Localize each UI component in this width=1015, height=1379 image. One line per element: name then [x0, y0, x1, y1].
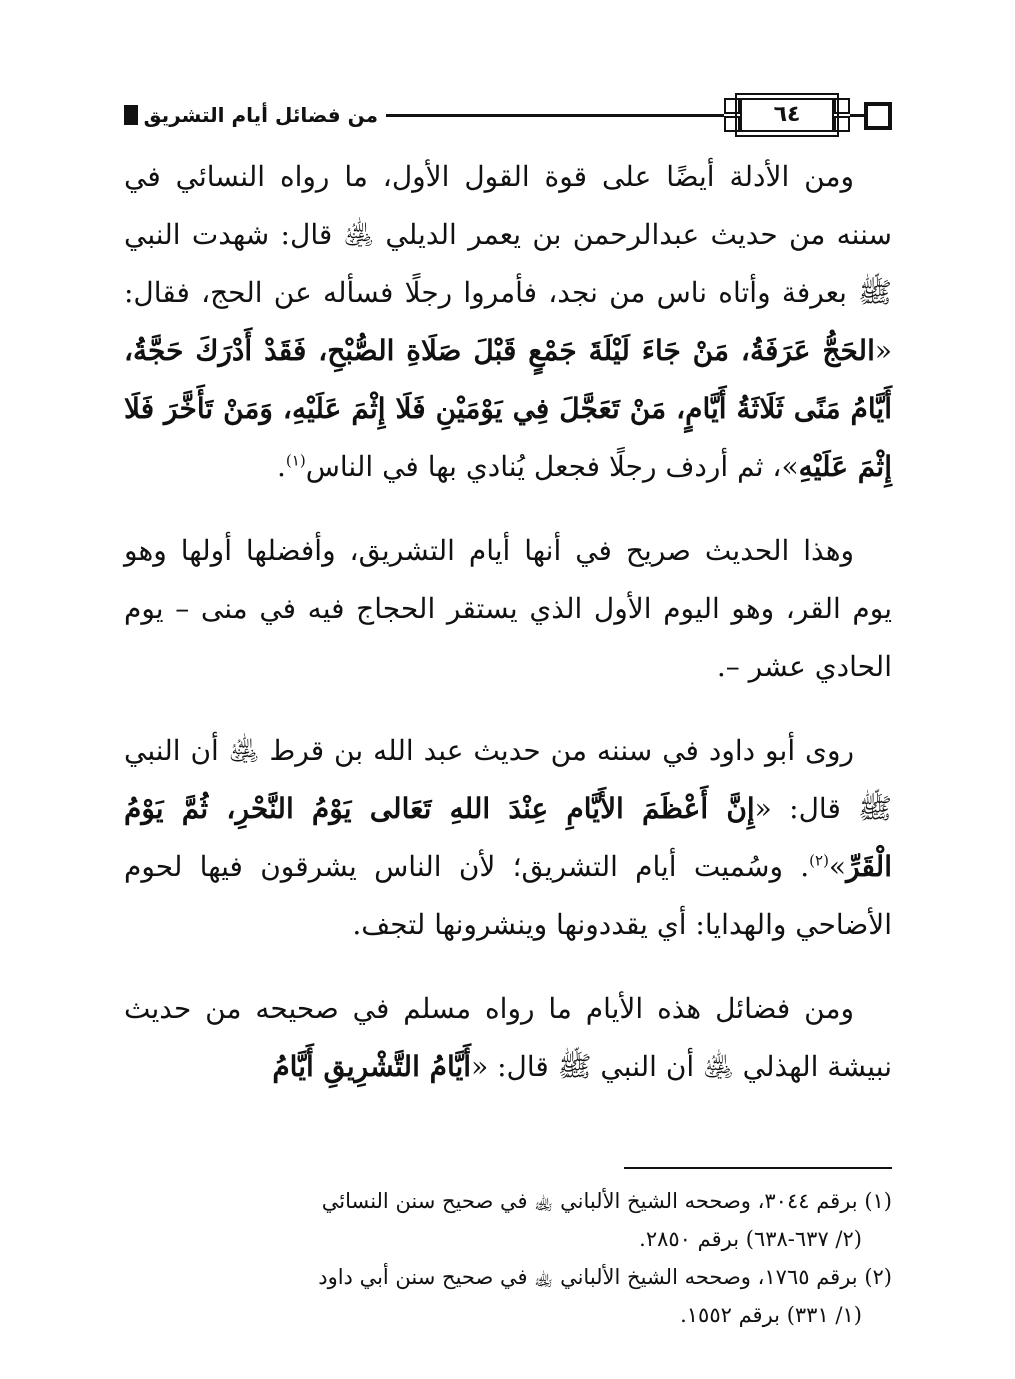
hadith-text: الحَجُّ عَرَفَةُ، مَنْ جَاءَ لَيْلَةَ جَمْعٍ قَبْلَ صَلَاةِ الصُّبْحِ، فَقَدْ أَدْرَكَ حَجَّةُ، أَيَّامُ مَنًى ثَلَاثَةُ أَيَّامٍ، مَنْ تَعَجَّلَ فِي يَوْمَيْنِ فَلَا إِثْمَ عَلَيْهِ، وَمَنْ تَأَخَّرَ فَلَا إِثْمَ عَلَيْهِ	[124, 334, 892, 483]
text-run: . وسُميت أيام التشريق؛ لأن الناس يشرقون فيها لحوم الأضاحي والهدايا: أي يقددونها وينشرونها لتجف.	[124, 850, 892, 941]
text-run: وهذا الحديث صريح في أنها أيام التشريق، وأفضلها أولها وهو يوم القر، وهو اليوم الأول الذي يستقر الحجاج فيه في منى – يوم الحادي عشر –.	[124, 534, 892, 683]
text-run: ومن الأدلة أيضًا على قوة القول الأول، ما رواه النسائي في سننه من حديث عبدالرحمن بن يعمر الديلي ﵁ قال: شهدت النبي ﷺ بعرفة وأتاه ناس من نجد، فأمروا رجلًا فسأله عن الحج، فقال: «	[124, 160, 892, 367]
text-run: »، ثم أردف رجلًا فجعل يُنادي بها في الناس	[305, 450, 799, 483]
footnote-line: (٢/ ٦٣٧-٦٣٨) برقم ٢٨٥٠.	[639, 1227, 862, 1251]
paragraph	[124, 148, 892, 496]
body-text	[124, 148, 892, 1096]
paragraph	[124, 722, 892, 954]
frame-corner	[834, 116, 850, 132]
text-run: روى أبو داود في سننه من حديث عبد الله بن قرط ﵁ أن النبي ﷺ قال: «	[124, 734, 892, 825]
frame-corner	[724, 116, 740, 132]
text-run: »	[828, 850, 847, 883]
header-right-square	[864, 102, 892, 130]
header-rule-right	[850, 114, 864, 117]
text-run: .	[277, 450, 286, 483]
footnote-line: (٢) برقم ١٧٦٥، وصححه الشيخ الألباني ﵀ في صحيح سنن أبي داود	[318, 1265, 892, 1289]
footnotes	[124, 1182, 892, 1334]
footnote-line: (١) برقم ٣٠٤٤، وصححه الشيخ الألباني ﵀ في صحيح سنن النسائي	[321, 1189, 892, 1213]
footnote-ref: (١)	[285, 451, 306, 470]
running-title: من فضائل أيام التشريق	[138, 103, 384, 127]
footnote-separator	[624, 1167, 892, 1169]
header-rule-middle	[386, 114, 724, 117]
hadith-text: إِنَّ أَعْظَمَ الأَيَّامِ عِنْدَ اللهِ تَعَالى يَوْمُ النَّحْرِ، ثُمَّ يَوْمُ الْقَرِّ	[124, 792, 892, 883]
page-number-frame	[724, 98, 850, 132]
hadith-text: أَيَّامُ التَّشْرِيقِ أَيَّامُ	[272, 1050, 472, 1083]
paragraph	[124, 522, 892, 696]
frame-corner	[724, 98, 740, 114]
page-number: ٦٤	[740, 98, 834, 132]
footnote-line: (١/ ٣٣١) برقم ١٥٥٢.	[680, 1303, 862, 1327]
frame-corner	[834, 98, 850, 114]
text-run: ومن فضائل هذه الأيام ما رواه مسلم في صحيحه من حديث نبيشة الهذلي ﵁ أن النبي ﷺ قال: «	[124, 992, 892, 1083]
paragraph	[124, 980, 892, 1096]
page-header	[124, 96, 892, 136]
footnote-ref: (٢)	[809, 851, 829, 870]
